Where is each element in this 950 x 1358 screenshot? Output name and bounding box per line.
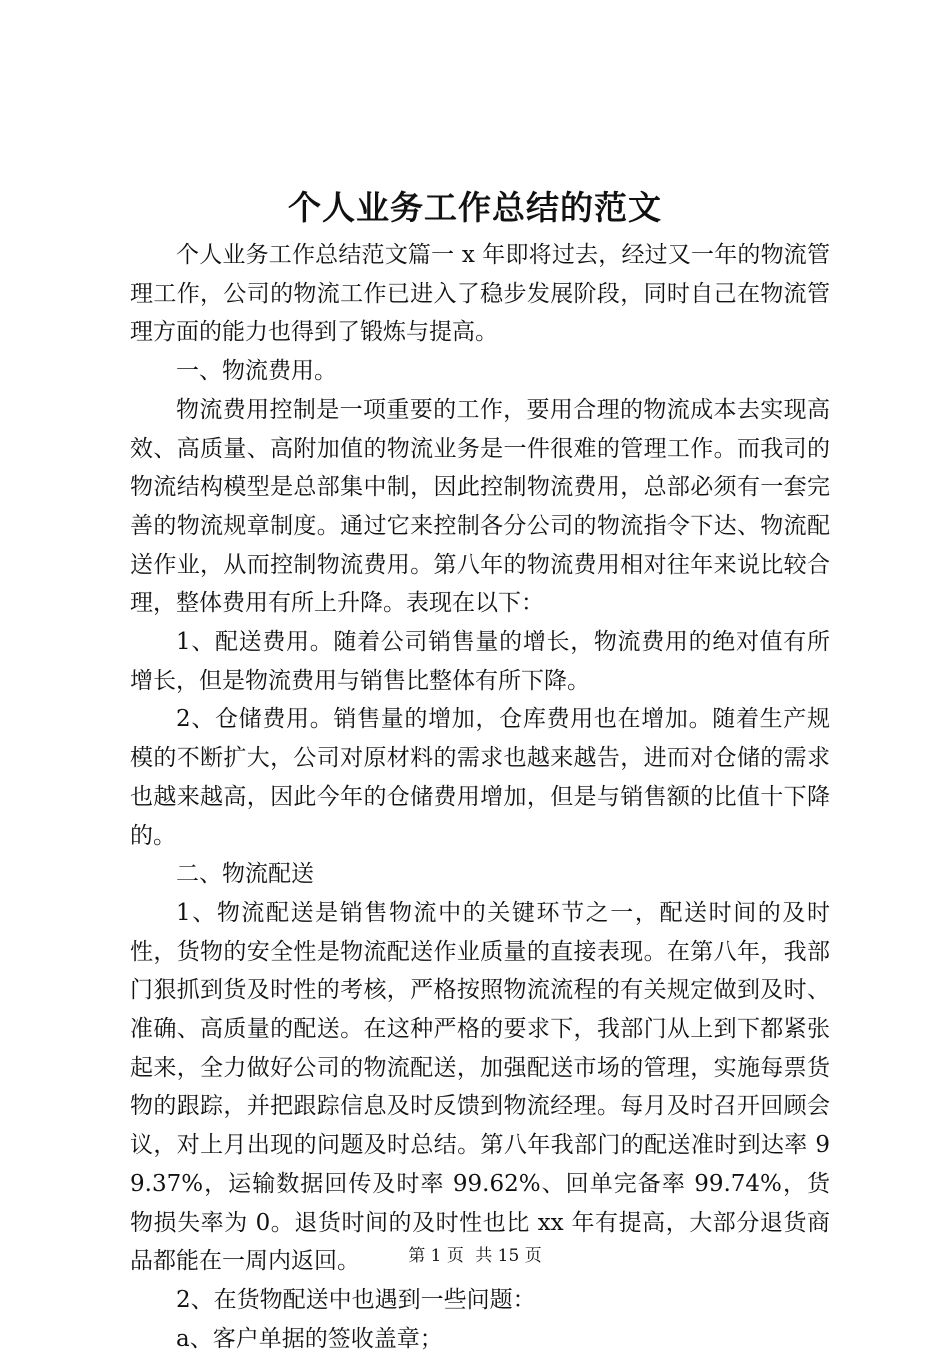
document-title: 个人业务工作总结的范文 [288,188,662,227]
paragraph-intro: 个人业务工作总结范文篇一 x 年即将过去，经过又一年的物流管理工作，公司的物流工作已进入了稳步发展阶段，同时自己在物流管理方面的能力也得到了锻炼与提高。 [130,242,830,346]
page-footer [0,1244,950,1268]
paragraph-storage-cost: 2、仓储费用。销售量的增加，仓库费用也在增加。随着生产规模的不断扩大，公司对原材料的需求也越来越告，进而对仓储的需求也越来越高，因此今年的仓储费用增加，但是与销售额的比值十下降的。 [130,706,830,849]
document-body [130,236,830,1358]
paragraph-problem-a: a、客户单据的签收盖章； [176,1325,443,1352]
section-heading-logistics-cost: 一、物流费用。 [176,358,337,385]
paragraph-delivery-problems: 2、在货物配送中也遇到一些问题： [176,1286,536,1313]
paragraph-delivery-cost: 1、配送费用。随着公司销售量的增长，物流费用的绝对值有所增长，但是物流费用与销售比整体有所下降。 [130,629,830,694]
page-total: 共 15 页 [475,1246,542,1266]
paragraph-cost-control: 物流费用控制是一项重要的工作，要用合理的物流成本去实现高效、高质量、高附加值的物流业务是一件很难的管理工作。而我司的物流结构模型是总部集中制，因此控制物流费用，总部必须有一套完善的物流规章制度。通过它来控制各分公司的物流指令下达、物流配送作业，从而控制物流费用。第八年的物流费用相对往年来说比较合理，整体费用有所上升降。表现在以下： [130,396,830,617]
page-number: 第 1 页 [408,1246,464,1266]
paragraph-delivery-performance: 1、物流配送是销售物流中的关键环节之一，配送时间的及时性，货物的安全性是物流配送作业质量的直接表现。在第八年，我部门狠抓到货及时性的考核，严格按照物流流程的有关规定做到及时、准确、高质量的配送。在这种严格的要求下，我部门从上到下都紧张起来，全力做好公司的物流配送，加强配送市场的管理，实施每票货物的跟踪，并把跟踪信息及时反馈到物流经理。每月及时召开回顾会议，对上月出现的问题及时总结。第八年我部门的配送准时到达率 99.37%，运输数据回传及时率 99.62%、回单完备率 99.74%，货物损失率为 0。退货时间的及时性也比 xx 年有提高，大部分退货商品都能在一周内返回。 [130,899,830,1275]
section-heading-logistics-delivery: 二、物流配送 [176,861,314,888]
